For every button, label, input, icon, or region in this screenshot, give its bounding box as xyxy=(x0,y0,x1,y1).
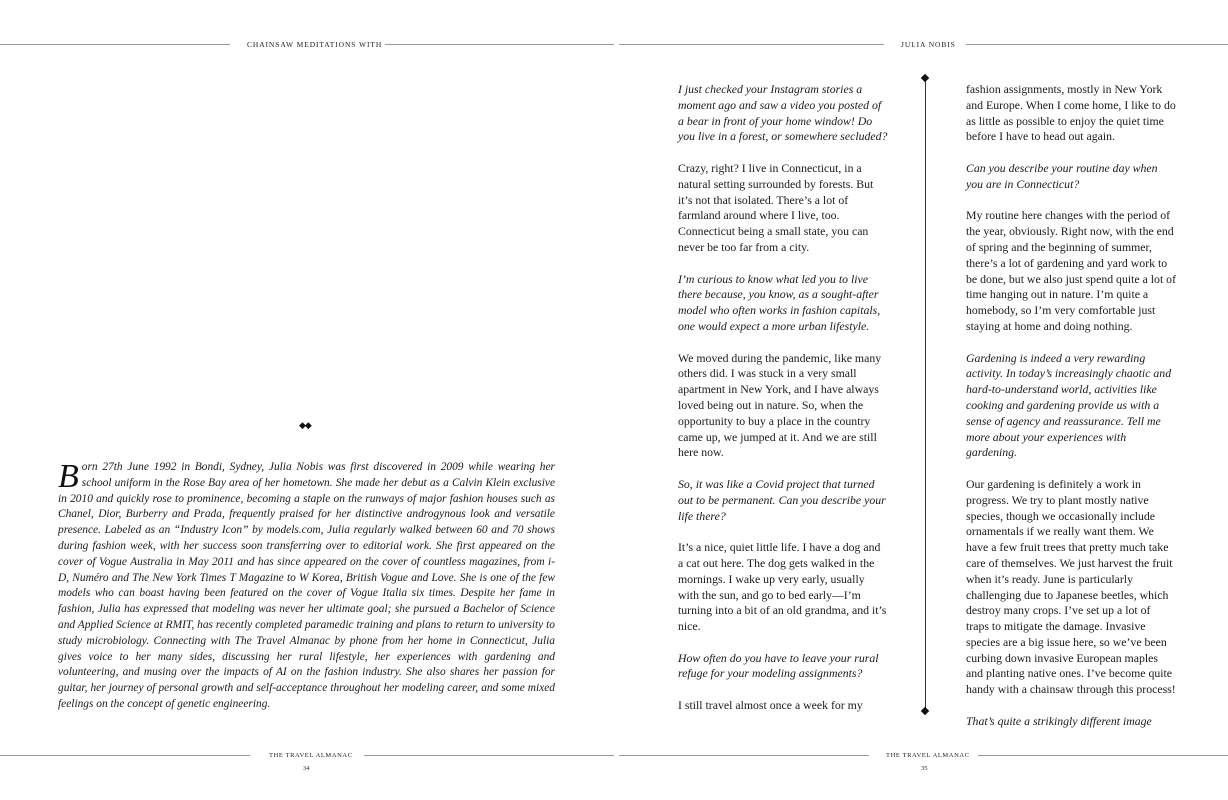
intro-dropcap: B xyxy=(58,458,79,495)
left-footer-rule-right xyxy=(364,755,614,756)
left-footer-title: THE TRAVEL ALMANAC xyxy=(269,752,353,759)
left-page-number: 34 xyxy=(303,765,310,772)
interview-answer: I still travel almost once a week for my xyxy=(678,698,863,713)
interview-question: I just checked your Instagram stories a moment ago and saw a video you posted of a bear in front of your home window! Do you live in a forest, or somewhere secluded? xyxy=(678,82,888,144)
interview-answer: Crazy, right? I live in Connecticut, in a natural setting surrounded by forests. But it’s not that isolated. There’s a lot of farmland around where I live, too. Connecticut being a small state, you can never be too far from a city. xyxy=(678,160,874,254)
interview-column-2 xyxy=(966,82,1176,745)
interview-column-1 xyxy=(678,82,888,730)
interview-answer: My routine here changes with the period of the year, obviously. Right now, with the end of spring and the beginning of summer, there’s a lot of gardening and yard work to be done, but we also just spend quite a lot of time hanging out in nature. I’m quite a homebody, so I’m very comfortable just staying at home and doing nothing. xyxy=(966,208,1177,333)
interview-answer: We moved during the pandemic, like many others did. I was stuck in a very small apartment in New York, and I have always loved being out in nature. So, when the opportunity to buy a place in the country came up, we jumped at it. And we are still here now. xyxy=(678,350,882,460)
interview-answer: Our gardening is definitely a work in progress. We try to plant mostly native species, though we occasionally include ornamentals if we really want them. We have a few fruit trees that pretty much take care of themselves. We just harvest the fruit when it’s ready. June is particularly challenging due to Japanese beetles, which destroy many crops. I’ve set up a lot of traps to mitigate the damage. Invasive species are a big issue here, so we’ve been curbing down invasive European maples and planting native ones. I’ve become quite handy with a chainsaw through this process! xyxy=(966,476,1176,697)
left-header-rule-right xyxy=(385,44,614,45)
left-header-title: CHAINSAW MEDITATIONS WITH xyxy=(247,40,383,49)
interview-question: That’s quite a strikingly different image xyxy=(966,713,1152,728)
right-page-number: 35 xyxy=(921,765,928,772)
column-divider xyxy=(925,80,926,710)
interview-question: Can you describe your routine day when you are in Connecticut? xyxy=(966,160,1158,191)
right-footer-rule-left xyxy=(619,755,869,756)
left-header-rule-left xyxy=(0,44,230,45)
right-header-rule-left xyxy=(619,44,884,45)
intro-paragraph xyxy=(58,460,555,713)
divider-top-diamond-icon xyxy=(921,74,929,82)
intro-text: orn 27th June 1992 in Bondi, Sydney, Julia Nobis was first discovered in 2009 while wearing her school uniform in the Rose Bay area of her hometown. She made her debut as a Calvin Klein exclusive in 2010 and quickly rose to prominence, becoming a staple on the runways of major fashion houses such as Chanel, Dior, Burberry and Prada, frequently praised for her distinctive androgynous look and versatile presence. Labeled as an “Industry Icon” by models.com, Julia regularly walked between 60 and 70 shows during fashion week, with her success soon transferring over to editorial work. She first appeared on the cover of Vogue Australia in May 2011 and has since appeared on the cover of countless magazines, from i-D, Numéro and The New York Times T Magazine to W Korea, British Vogue and Love. She is one of the few models who can boast having been featured on the cover of Vogue Italia six times. Despite her fame in fashion, Julia has expressed that modeling was never her ultimate goal; she pursued a Bachelor of Science and Applied Science at RMIT, has recently completed paramedic training and plans to return to university to study microbiology. Connecting with The Travel Almanac by phone from her home in Connecticut, Julia gives voice to her many sides, discussing her rural lifestyle, her experiences with gardening and volunteering, and musing over the impacts of AI on the fashion industry. She also shares her passion for guitar, her journey of personal growth and self-acceptance throughout her modeling career, and some mixed feelings on the concept of genetic engineering. xyxy=(58,461,555,710)
right-footer-title: THE TRAVEL ALMANAC xyxy=(886,752,970,759)
interview-answer: fashion assignments, mostly in New York and Europe. When I come home, I like to do as little as possible to enjoy the quiet time before I have to head out again. xyxy=(966,82,1176,144)
interview-question: Gardening is indeed a very rewarding activity. In today’s increasingly chaotic and hard-to-understand world, activities like cooking and gardening provide us with a sense of agency and reassurance. Tell me more about your experiences with gardening. xyxy=(966,350,1172,460)
interview-question: I’m curious to know what led you to live there because, you know, as a sought-after model who often works in fashion capitals, one would expect a more urban lifestyle. xyxy=(678,271,881,333)
section-ornament-icon: ◆◆ xyxy=(299,421,311,431)
right-footer-rule-right xyxy=(978,755,1228,756)
interview-answer: It’s a nice, quiet little life. I have a dog and a cat out here. The dog gets walked in the mornings. I wake up very early, usually with the sun, and go to bed early—I’m turning into a bit of an old grandma, and it’s nice. xyxy=(678,540,887,634)
interview-question: So, it was like a Covid project that turned out to be permanent. Can you describe your life there? xyxy=(678,476,886,523)
right-header-rule-right xyxy=(966,44,1228,45)
divider-bottom-diamond-icon xyxy=(921,707,929,715)
right-header-title: JULIA NOBIS xyxy=(901,40,956,49)
left-footer-rule-left xyxy=(0,755,250,756)
interview-question: How often do you have to leave your rural refuge for your modeling assignments? xyxy=(678,650,879,681)
